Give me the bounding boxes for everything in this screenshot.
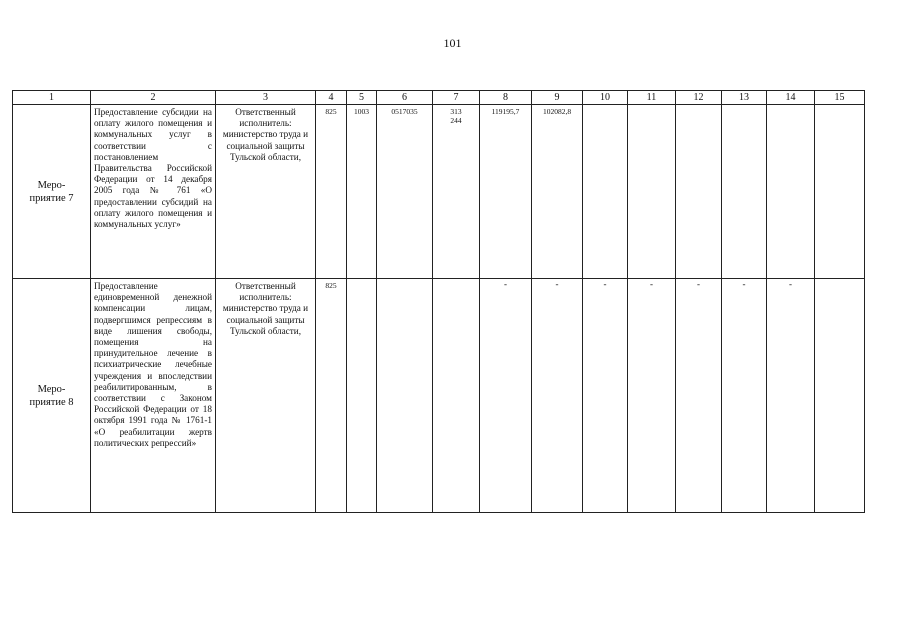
- row-description: Предоставление единовременной денежной компенсации лицам, подвергшимся репрессиям в виде лишения свободы, помещения на принудительное лечение в психиатрические лечебные учреждения и впоследствии реабилитированным, в соответствии с Законом Российской Федерации от 18 октября 1991 года № 1761-1 «О реабилитации жертв политических репрессий»: [91, 279, 216, 513]
- row-responsible: Ответственный исполнитель: министерство труда и социальной защиты Тульской области,: [216, 105, 316, 279]
- cell-col-7: [433, 279, 480, 513]
- header-cell-6: 6: [377, 91, 433, 105]
- cell-col-10: -: [583, 279, 628, 513]
- cell-col-9: 102082,8: [532, 105, 583, 279]
- cell-col-8: 119195,7: [480, 105, 532, 279]
- cell-col-15: [815, 279, 865, 513]
- row-name: Меро- приятие 8: [13, 279, 91, 513]
- cell-col-7: 313 244: [433, 105, 480, 279]
- row-description: Предоставление субсидии на оплату жилого помещения и коммунальных услуг в соответствии с постановлением Правительства Российской Федерации от 14 декабря 2005 года № 761 «О предоставлении субсидий на оплату жилого помещения и коммунальных услуг»: [91, 105, 216, 279]
- header-cell-9: 9: [532, 91, 583, 105]
- cell-col-15: [815, 105, 865, 279]
- cell-col-14: [767, 105, 815, 279]
- program-table: [12, 90, 865, 513]
- header-cell-11: 11: [628, 91, 676, 105]
- cell-col-9: -: [532, 279, 583, 513]
- header-cell-8: 8: [480, 91, 532, 105]
- header-cell-2: 2: [91, 91, 216, 105]
- cell-col-8: -: [480, 279, 532, 513]
- header-cell-4: 4: [316, 91, 347, 105]
- page-number: 101: [443, 36, 462, 50]
- cell-col-10: [583, 105, 628, 279]
- cell-col-12: [676, 105, 722, 279]
- cell-col-14: -: [767, 279, 815, 513]
- cell-col-13: [722, 105, 767, 279]
- header-cell-5: 5: [347, 91, 377, 105]
- cell-col-5: [347, 279, 377, 513]
- row-responsible: Ответственный исполнитель: министерство труда и социальной защиты Тульской области,: [216, 279, 316, 513]
- cell-col-13: -: [722, 279, 767, 513]
- header-cell-10: 10: [583, 91, 628, 105]
- header-cell-3: 3: [216, 91, 316, 105]
- header-cell-14: 14: [767, 91, 815, 105]
- row-name: Меро- приятие 7: [13, 105, 91, 279]
- cell-col-6: [377, 279, 433, 513]
- header-cell-13: 13: [722, 91, 767, 105]
- cell-col-11: [628, 105, 676, 279]
- header-cell-15: 15: [815, 91, 865, 105]
- cell-col-4: 825: [316, 279, 347, 513]
- cell-col-12: -: [676, 279, 722, 513]
- cell-col-5: 1003: [347, 105, 377, 279]
- header-cell-1: 1: [13, 91, 91, 105]
- table-row: [13, 105, 865, 279]
- header-cell-7: 7: [433, 91, 480, 105]
- cell-col-4: 825: [316, 105, 347, 279]
- table-row: [13, 279, 865, 513]
- header-row: [13, 91, 865, 105]
- cell-col-6: 0517035: [377, 105, 433, 279]
- cell-col-11: -: [628, 279, 676, 513]
- header-cell-12: 12: [676, 91, 722, 105]
